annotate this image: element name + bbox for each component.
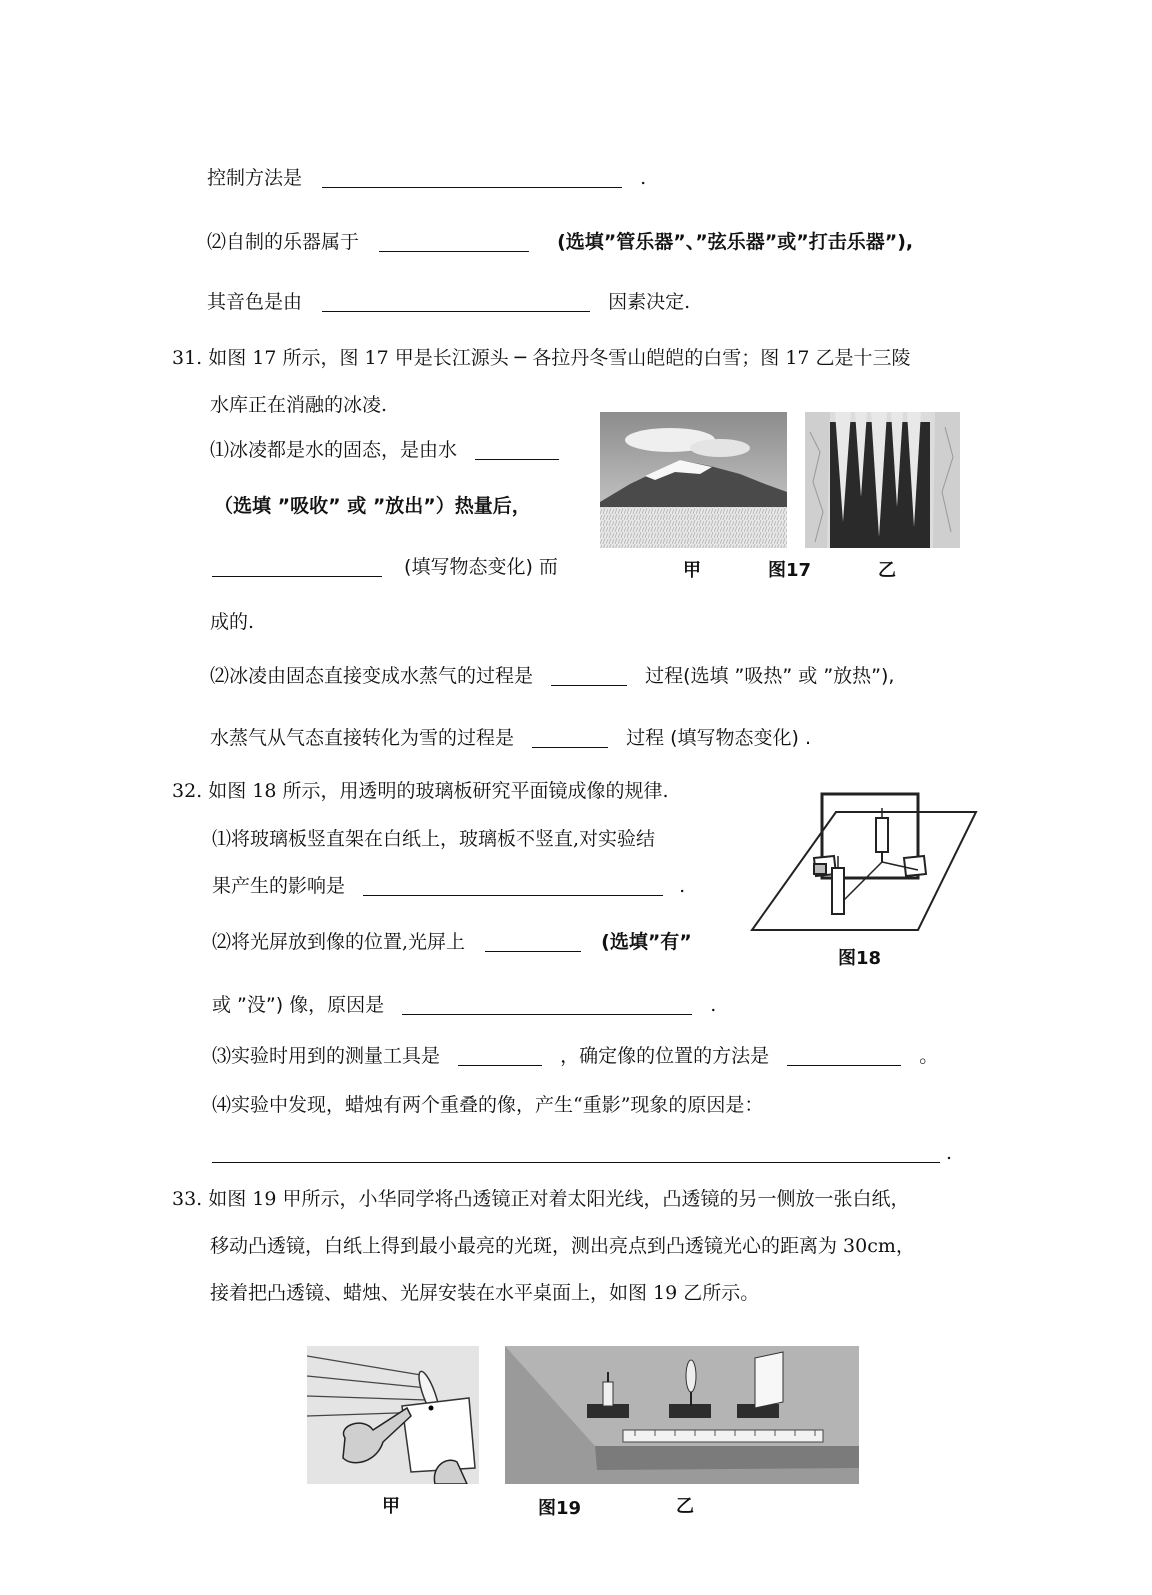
q31-part1-line1 [210,437,559,463]
figure-18-caption: 图18 [838,948,882,969]
figure-17-icicles-photo [805,412,960,548]
answer-blank[interactable] [532,727,608,748]
figure-19-right-label: 乙 [676,1496,694,1517]
q31-part1-end: 成的. [210,611,255,633]
q31-intro: 31. 如图 17 所示，图 17 甲是长江源头 ─ 各拉丹冬雪山皑皑的白雪；图 17 乙是十三陵 [172,347,911,369]
figure-19-optical-bench-photo [505,1346,859,1484]
q33-line1: 33. 如图 19 甲所示，小华同学将凸透镜正对着太阳光线，凸透镜的另一侧放一张白纸， [172,1188,910,1210]
figure-19-caption: 图19 [538,1498,582,1519]
figure-17-snow-mountain-photo [600,412,787,548]
answer-blank[interactable] [475,439,559,460]
q31-part2 [210,663,894,689]
answer-blank[interactable] [787,1045,901,1066]
figure-17-right-label: 乙 [878,560,896,581]
q32-intro: 32. 如图 18 所示，用透明的玻璃板研究平面镜成像的规律. [172,780,669,802]
q31-part2-options: 过程(选填 ”吸热” 或 ”放热”), [645,665,895,687]
period: . [946,1142,953,1164]
answer-blank[interactable] [212,556,382,577]
q31-part3-text: 水蒸气从气态直接转化为雪的过程是 [210,727,515,749]
answer-blank[interactable] [363,875,663,896]
q30-line1-label: 控制方法是 [207,167,303,189]
q32-part1-line1: ⑴将玻璃板竖直架在白纸上，玻璃板不竖直,对实验结 [212,828,656,850]
q30-line3 [207,289,690,315]
q30-line2 [207,229,913,255]
figure-18-mirror-diagram [748,790,980,936]
q32-part2-text: ⑵将光屏放到像的位置,光屏上 [212,931,466,953]
q32-part1-text: 果产生的影响是 [212,875,346,897]
q30-options: (选填”管乐器”、”弦乐器”或”打击乐器”), [557,231,914,253]
q30-line2-label: ⑵自制的乐器属于 [207,231,360,253]
q30-line3-tail: 因素决定. [608,291,691,313]
figure-17-left-label: 甲 [683,560,701,581]
q32-part4: ⑷实验中发现，蜡烛有两个重叠的像，产生“重影”现象的原因是： [212,1094,764,1116]
answer-blank[interactable] [402,994,692,1015]
q31-intro2: 水库正在消融的冰凌. [210,394,388,416]
q32-part3-text: ⑶实验时用到的测量工具是 [212,1045,441,1067]
period: . [640,167,647,189]
q31-part3-hint: 过程 (填写物态变化) . [626,727,812,749]
figure-17-caption: 图17 [768,560,812,581]
q30-line3-label: 其音色是由 [207,291,303,313]
q32-part4-answer-line [212,1140,952,1166]
q32-part3 [212,1043,938,1069]
answer-blank[interactable] [322,291,590,312]
q30-line1 [207,165,646,191]
q31-part1-text: ⑴冰凌都是水的固态，是由水 [210,439,458,461]
figure-19-left-label: 甲 [382,1496,400,1517]
q33-line2: 移动凸透镜，白纸上得到最小最亮的光斑，测出亮点到凸透镜光心的距离为 30cm， [210,1235,915,1257]
q32-part2-text2: 或 ”没”) 像，原因是 [212,994,385,1016]
period: . [710,994,717,1016]
period: 。 [919,1045,939,1067]
answer-blank[interactable] [212,1142,940,1163]
figure-19-lens-sunlight-photo [307,1346,479,1484]
q32-part1-line2 [212,873,685,899]
answer-blank[interactable] [458,1045,542,1066]
q31-part1-line3 [212,554,558,580]
q32-part2-line1 [212,929,692,955]
q31-part1-options: （选填 ”吸收” 或 ”放出”）热量后， [214,495,531,517]
answer-blank[interactable] [379,231,529,252]
q32-part2-line2 [212,992,716,1018]
answer-blank[interactable] [551,665,627,686]
q31-part2-text: ⑵冰凌由固态直接变成水蒸气的过程是 [210,665,534,687]
period: . [679,875,686,897]
q32-part3-text2: ，确定像的位置的方法是 [560,1045,770,1067]
answer-blank[interactable] [485,931,581,952]
answer-blank[interactable] [322,167,622,188]
q31-part3 [210,725,811,751]
q33-line3: 接着把凸透镜、蜡烛、光屏安装在水平桌面上，如图 19 乙所示。 [210,1282,760,1304]
q32-part2-options: (选填”有” [601,931,692,953]
q31-part1-hint: (填写物态变化) 而 [404,556,558,578]
